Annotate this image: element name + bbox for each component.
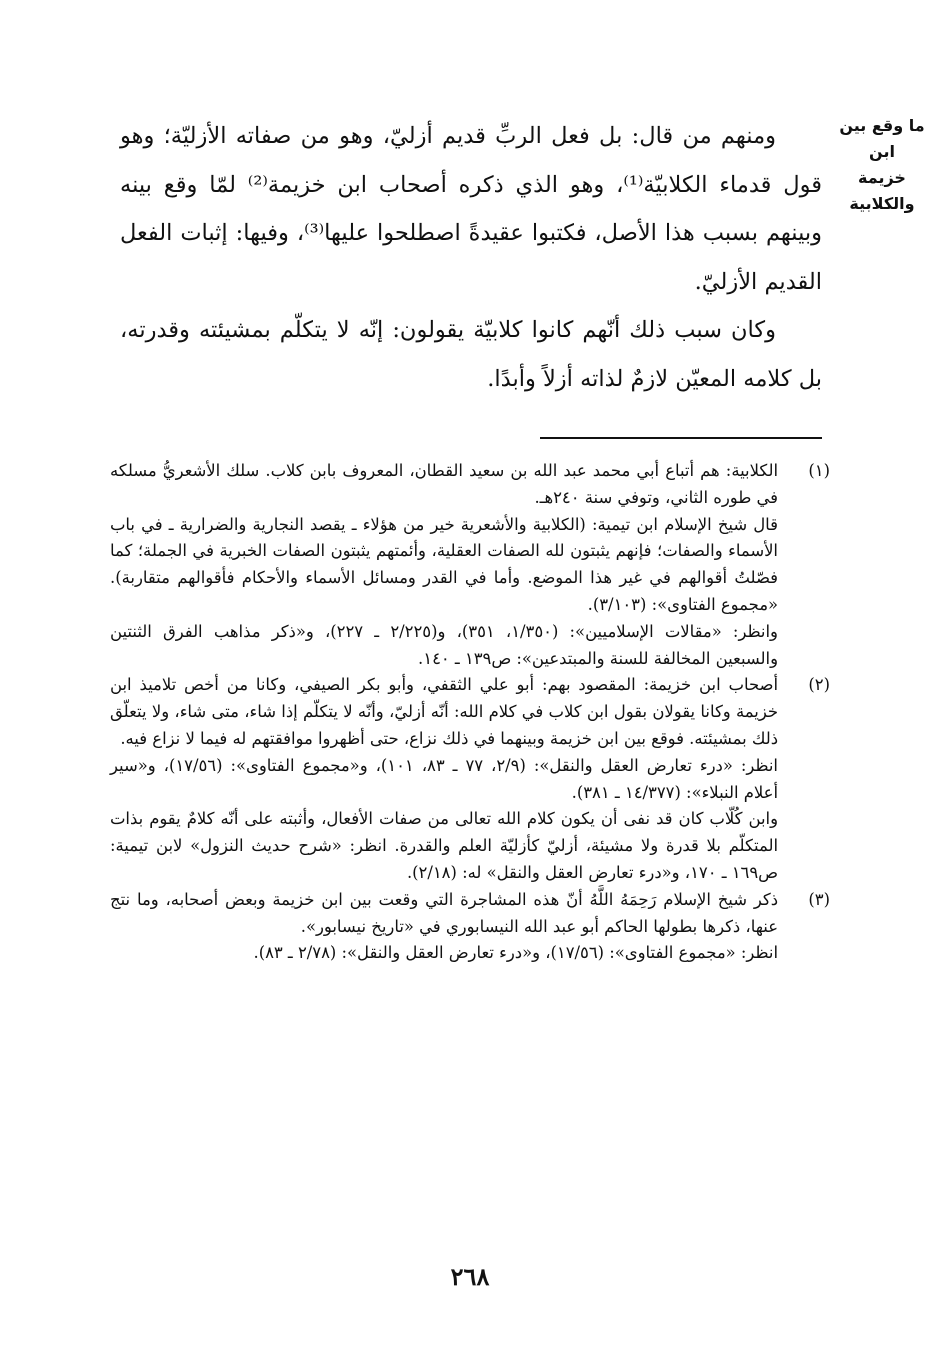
footnote-paragraph: انظر: «مجموع الفتاوى»: (١٧/٥٦)، و«درء تعارض العقل والنقل»: (٢/٧٨ ـ ٨٣). bbox=[253, 943, 778, 963]
footnote-number: (١) bbox=[808, 461, 830, 480]
margin-note-line-2: خزيمة والكلابية bbox=[849, 168, 915, 213]
footnote-paragraph: وابن كُلّاب كان قد نفى أن يكون كلام الله تعالى من صفات الأفعال، وأثبته على أنّه كلامٌ يقوم بذات المتكلّم بلا قدرة ولا مشيئة، أزليّ كأزليّة العلم والقدرة. انظر: «شرح حديث النزول» لابن تيمية: ص١٦٩ ـ ١٧٠، و«درء تعارض العقل والنقل» له: (٢/١٨). bbox=[110, 809, 778, 882]
footnote-paragraph: أصحاب ابن خزيمة: المقصود بهم: أبو علي الثقفي، وأبو بكر الصيفي، وكانا من أخص تلاميذ ابن خزيمة وكانا يقولان بقول ابن كلاب في كلام الله: أنّه أزليّ، وأنّه لا يتكلّم إذا شاء، متى شاء، ولا يتعلّق ذلك بمشيئته. فوقع بين ابن خزيمة وبينهما في ذلك نزاع، حتى أظهروا موافقتهم له فيما لا نزاع فيه. bbox=[110, 675, 778, 748]
main-paragraph-2: وكان سبب ذلك أنّهم كانوا كلابيّة يقولون: إنّه لا يتكلّم بمشيئته وقدرته، بل كلامه المعيّن لازمٌ لذاته أزلاً وأبدًا. bbox=[120, 317, 822, 392]
footnote-body bbox=[110, 887, 778, 967]
footnote-2 bbox=[110, 672, 830, 886]
footnote-number: (٢) bbox=[808, 675, 830, 695]
footnote-3 bbox=[110, 887, 830, 967]
footnote-body bbox=[110, 672, 778, 886]
footnote-paragraph: الكلابية: هم أتباع أبي محمد عبد الله بن سعيد القطان، المعروف بابن كلاب. سلك الأشعريُّ مسلكه في طوره الثاني، وتوفي سنة ٢٤٠هـ. bbox=[110, 461, 778, 507]
footnotes bbox=[110, 458, 830, 967]
footnote-paragraph: انظر: «درء تعارض العقل والنقل»: (٢/٩، ٧٧ ـ ٨٣، ١٠١)، و«مجموع الفتاوى»: (١٧/٥٦)، و«سير أعلام النبلاء»: (١٤/٣٧٧ ـ ٣٨١). bbox=[110, 755, 778, 802]
page-number: ٢٦٨ bbox=[450, 1262, 490, 1291]
margin-note-line-1: ما وقع بين ابن bbox=[839, 116, 925, 161]
footnote-paragraph: ذكر شيخ الإسلام رَحِمَهُ اللَّهُ أنّ هذه المشاجرة التي وقعت بين ابن خزيمة وبعض أصحابه، وما نتج عنها، ذكرها بطولها الحاكم أبو عبد الله النيسابوري في «تاريخ نيسابور». bbox=[110, 889, 778, 936]
footnote-number: (٣) bbox=[808, 889, 830, 909]
footnote-body bbox=[110, 458, 778, 672]
footnote-separator bbox=[540, 437, 822, 439]
footnote-paragraph: قال شيخ الإسلام ابن تيمية: (الكلابية والأشعرية خير من هؤلاء ـ يقصد النجارية والضرارية ـ في باب الأسماء والصفات؛ فإنهم يثبتون لله الصفات العقلية، وأئمتهم يثبتون الصفات الخبرية في الجملة؛ كما فصّلتُ أقوالهم في غير هذا الموضع. وأما في القدر ومسائل الأسماء والأحكام فأقوالهم متقاربة). «مجموع الفتاوى»: (٣/١٠٣). bbox=[110, 514, 778, 614]
main-paragraph-1: ومنهم من قال: بل فعل الربِّ قديم أزليّ، وهو من صفاته الأزليّة؛ وهو قول قدماء الكلابيّة⁽¹⁾، وهو الذي ذكره أصحاب ابن خزيمة⁽²⁾ لمّا وقع بينه وبينهم بسبب هذا الأصل، فكتبوا عقيدةً اصطلحوا عليها⁽³⁾، وفيها: إثبات الفعل القديم الأزليّ. bbox=[120, 123, 823, 295]
margin-note bbox=[826, 113, 938, 217]
main-text bbox=[120, 112, 822, 403]
footnote-paragraph: وانظر: «مقالات الإسلاميين»: (١/٣٥٠، ٣٥١)، و(٢/٢٢٥ ـ ٢٢٧)، و«ذكر مذاهب الفرق الثنتين والسبعين المخالفة للسنة والمبتدعين»: ص١٣٩ ـ ١٤٠. bbox=[110, 621, 778, 668]
footnote-1 bbox=[110, 458, 830, 672]
